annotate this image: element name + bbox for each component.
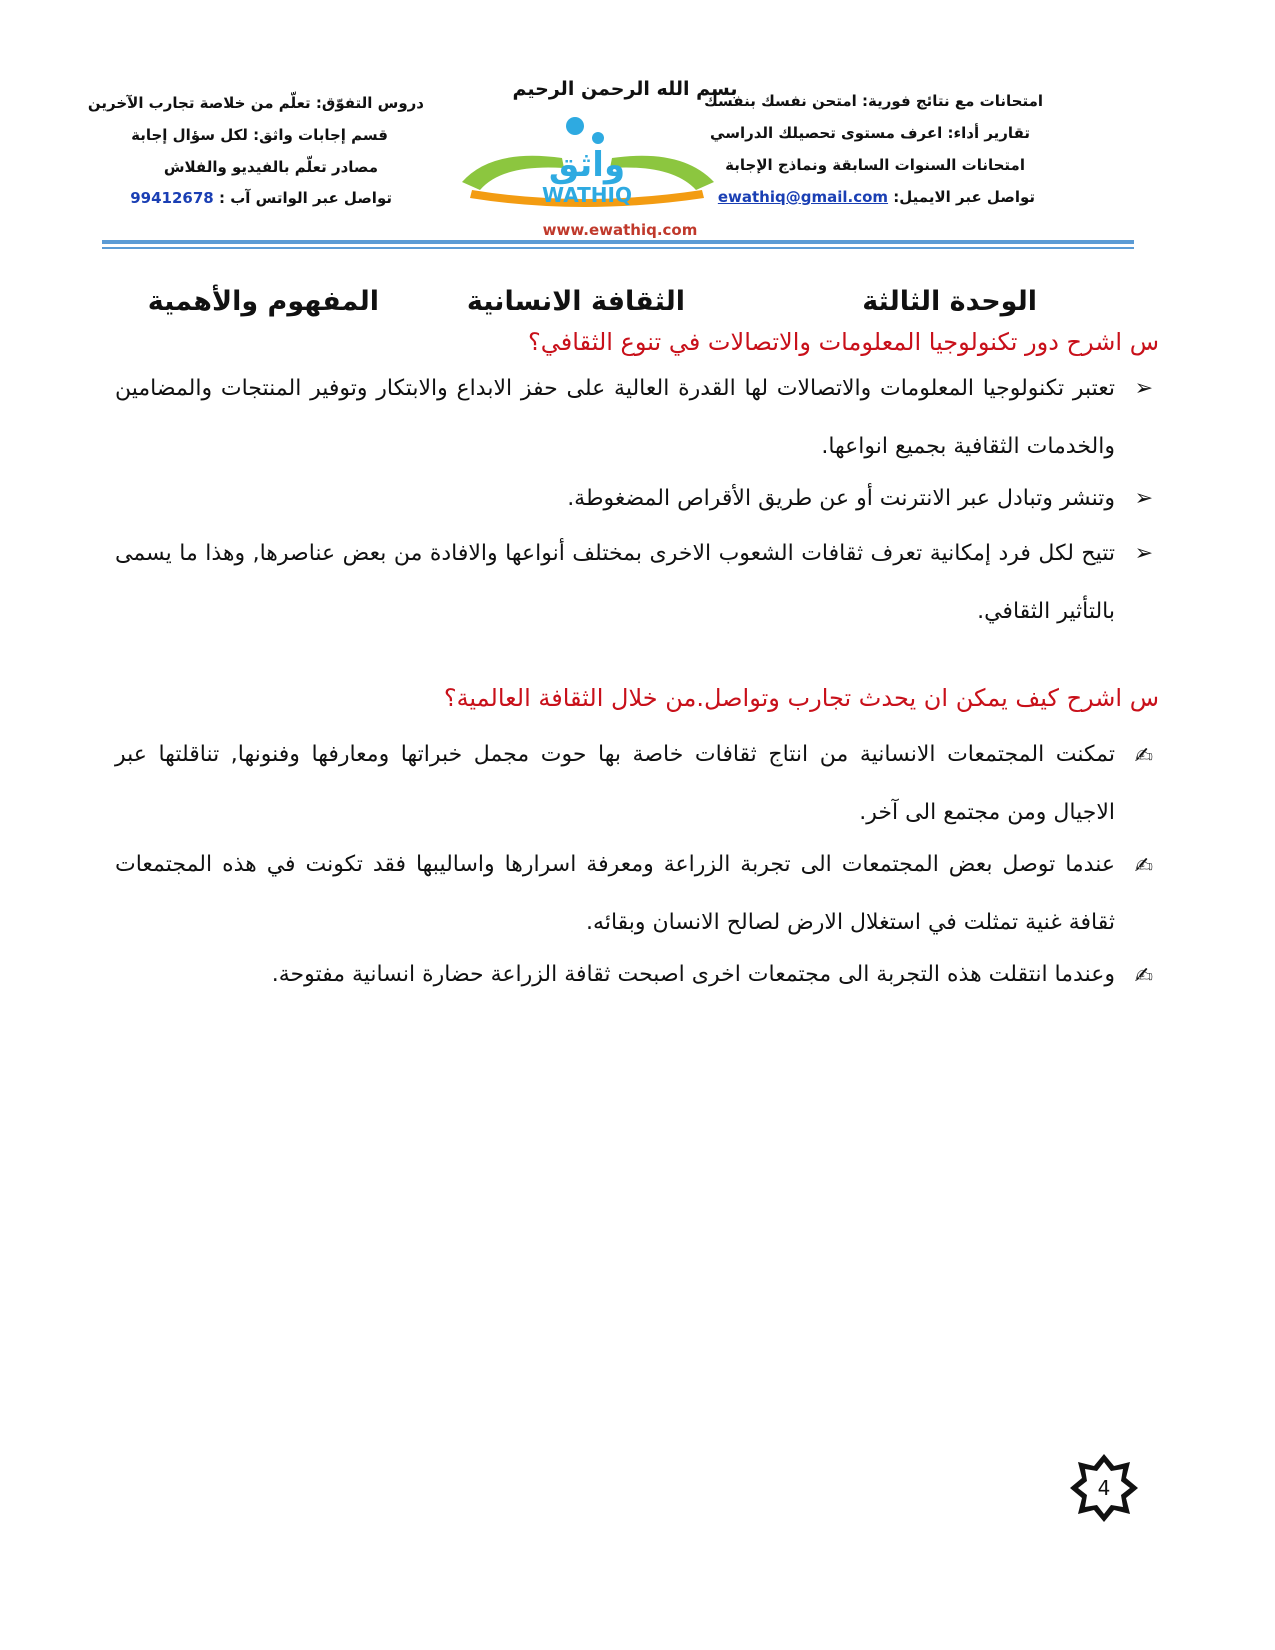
header-left-line-3: مصادر تعلّم بالفيديو والفلاش: [163, 158, 378, 176]
q2-answer-3: وعندما انتقلت هذه التجربة الى مجتمعات اخرى اصبحت ثقافة الزراعة حضارة انسانية مفتوحة.: [271, 962, 1115, 987]
header-whatsapp-line: [130, 189, 392, 207]
q2-answer-2: عندما توصل بعض المجتمعات الى تجربة الزراعة ومعرفة اسرارها واساليبها فقد تكونت في هذه المجتمعات ثقافة غنية تمثلت في استغلال الارض لصالح الانسان وبقائه.: [115, 852, 1115, 935]
header-left-line-2: قسم إجابات واثق: لكل سؤال إجابة: [131, 126, 388, 144]
page-number: 4: [1097, 1476, 1111, 1500]
whatsapp-label: تواصل عبر الواتس آب :: [218, 189, 392, 207]
logo-arabic: واثق: [548, 145, 626, 185]
topic-title: الثقافة الانسانية: [466, 286, 685, 317]
header-right-line-2: تقارير أداء: اعرف مستوى تحصيلك الدراسي: [710, 124, 1030, 142]
header-rule-bottom: [102, 247, 1134, 249]
page-number-badge: [1068, 1452, 1140, 1524]
q1-answer-2: وتنشر وتبادل عبر الانترنت أو عن طريق الأقراص المضغوطة.: [567, 486, 1115, 511]
header-right-line-3: امتحانات السنوات السابقة ونماذج الإجابة: [725, 156, 1025, 174]
header-email-line: [718, 188, 1035, 206]
writing-hand-icon: ✍: [1134, 964, 1153, 989]
writing-hand-icon: ✍: [1134, 744, 1153, 769]
question-1: س اشرح دور تكنولوجيا المعلومات والاتصالات في تنوع الثقافي؟: [528, 328, 1159, 356]
arrow-bullet-icon: ➢: [1134, 376, 1153, 401]
writing-hand-icon: ✍: [1134, 854, 1153, 879]
basmala: بسم الله الرحمن الرحيم: [512, 78, 738, 100]
q1-answer-1: تعتبر تكنولوجيا المعلومات والاتصالات لها القدرة العالية على حفز الابداع والابتكار وتوفير المنتجات والمضامين والخدمات الثقافية بجميع انواعها.: [115, 376, 1115, 459]
logo-latin: WATHIQ: [542, 183, 632, 207]
question-2: س اشرح كيف يمكن ان يحدث تجارب وتواصل.من خلال الثقافة العالمية؟: [443, 684, 1159, 712]
website-link[interactable]: www.ewathiq.com: [542, 221, 698, 239]
header-right-line-1: امتحانات مع نتائج فورية: امتحن نفسك بنفسك: [704, 92, 1043, 110]
q2-answer-1: تمكنت المجتمعات الانسانية من انتاج ثقافات خاصة بها حوت مجمل خبراتها ومعارفها وفنونها, تناقلتها عبر الاجيال ومن مجتمع الى آخر.: [115, 742, 1115, 825]
wathiq-logo: [452, 112, 722, 212]
arrow-bullet-icon: ➢: [1134, 541, 1153, 566]
header-rule-top: [102, 240, 1134, 244]
header-left-line-1: دروس التفوّق: تعلّم من خلاصة تجارب الآخرين: [87, 94, 424, 112]
arrow-bullet-icon: ➢: [1134, 486, 1153, 511]
section-title: المفهوم والأهمية: [147, 286, 379, 317]
email-link[interactable]: ewathiq@gmail.com: [717, 188, 889, 206]
whatsapp-number: 99412678: [130, 189, 214, 207]
email-label: تواصل عبر الايميل:: [893, 188, 1035, 206]
q1-answer-3: تتيح لكل فرد إمكانية تعرف ثقافات الشعوب الاخرى بمختلف أنواعها والافادة من بعض عناصرها, وهذا ما يسمى بالتأثير الثقافي.: [115, 541, 1115, 624]
unit-title: الوحدة الثالثة: [862, 286, 1037, 317]
